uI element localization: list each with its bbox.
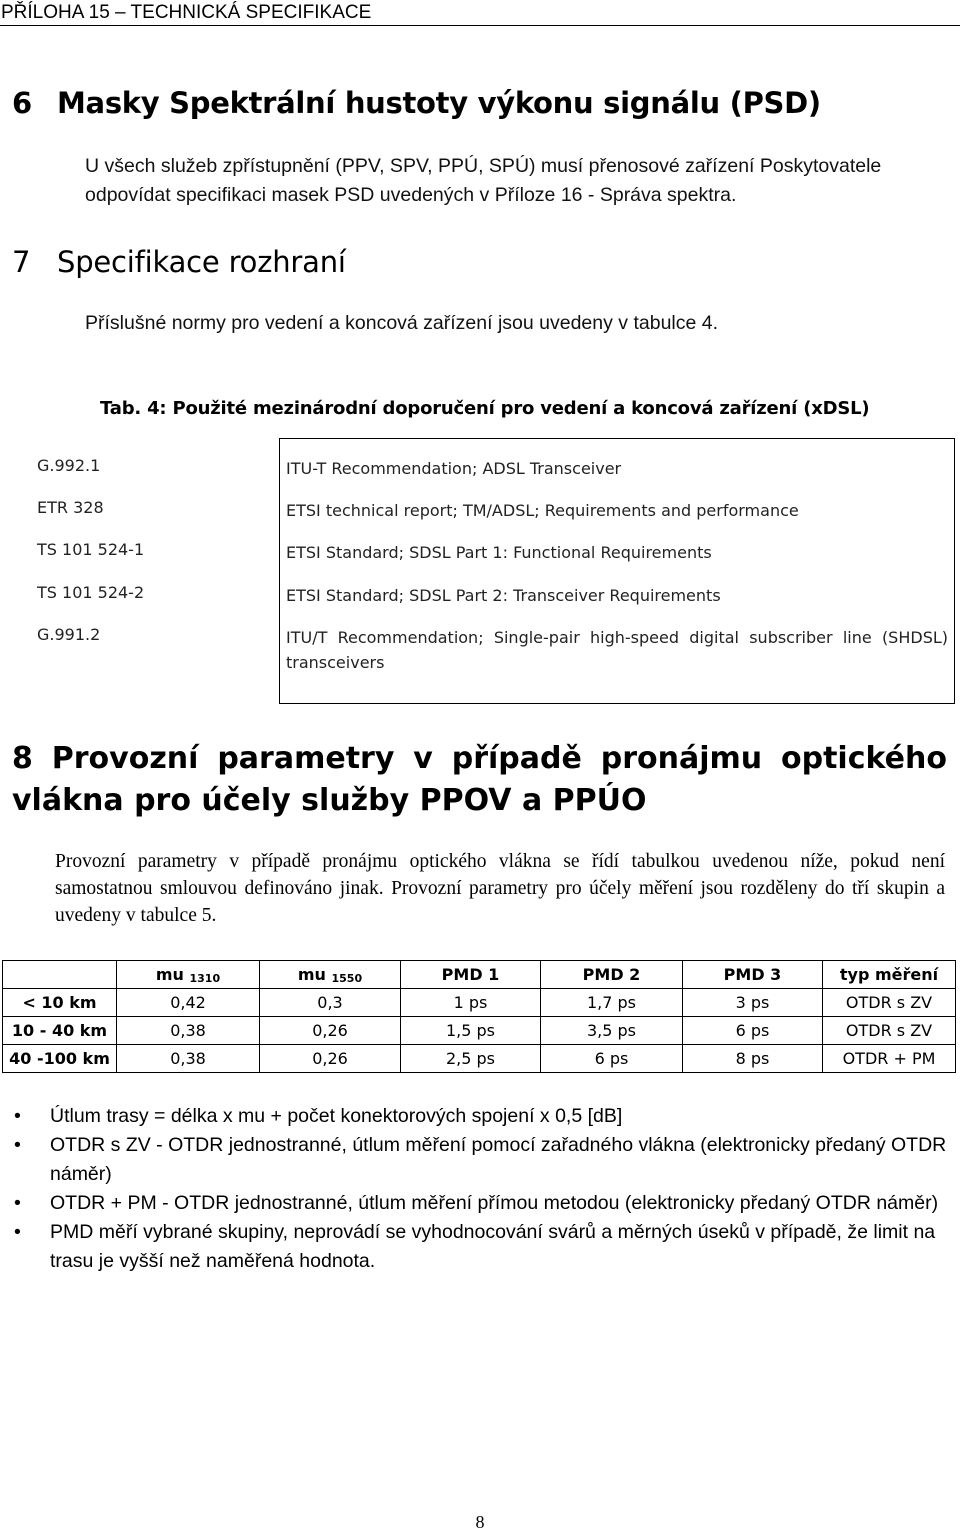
standard-code: G.992.1 <box>37 456 101 475</box>
table-header-row <box>3 961 956 989</box>
bullet-icon: • <box>14 1192 21 1214</box>
column-header: PMD 3 <box>683 961 823 989</box>
section-8-title-line1 <box>12 738 947 780</box>
note-text: OTDR s ZV - OTDR jednostranné, útlum měření pomocí zařadného vlákna (elektronicky předaný OTDR náměr) <box>50 1134 947 1185</box>
parameters-table <box>2 960 956 1073</box>
table-row <box>3 989 956 1017</box>
section-8-number: 8 <box>12 741 33 776</box>
table-cell: OTDR + PM <box>823 1045 956 1073</box>
section-6-body-line1: U všech služeb zpřístupnění (PPV, SPV, PPÚ, SPÚ) musí přenosové zařízení Poskytovatele <box>85 155 882 177</box>
column-header: PMD 1 <box>401 961 541 989</box>
bullet-icon: • <box>14 1221 21 1243</box>
standard-description: ETSI Standard; SDSL Part 1: Functional Requirements <box>286 543 712 562</box>
section-8-title-word: případě <box>451 741 582 776</box>
table-cell: 0,26 <box>260 1017 401 1045</box>
table-4-caption: Tab. 4: Použité mezinárodní doporučení pro vedení a koncová zařízení (xDSL) <box>100 398 870 419</box>
standard-code: TS 101 524-1 <box>37 540 145 559</box>
table-cell: 1,5 ps <box>401 1017 541 1045</box>
column-header: typ měření <box>823 961 956 989</box>
row-header: < 10 km <box>3 989 117 1017</box>
table-cell: 0,38 <box>117 1045 260 1073</box>
table-cell: 3,5 ps <box>541 1017 683 1045</box>
table-cell: 6 ps <box>541 1045 683 1073</box>
list-item <box>0 1131 950 1189</box>
list-item <box>0 1189 950 1218</box>
note-text: OTDR + PM - OTDR jednostranné, útlum měření přímou metodou (elektronicky předaný OTDR náměr) <box>50 1192 939 1214</box>
standard-code: TS 101 524-2 <box>37 583 145 602</box>
note-text: PMD měří vybrané skupiny, neprovádí se vyhodnocování svárů a měrných úseků v případě, že limit na trasu je vyšší než naměřená hodnota. <box>50 1221 936 1272</box>
section-8-body: Provozní parametry v případě pronájmu optického vlákna se řídí tabulkou uvedenou níže, pokud není samostatnou smlouvou definováno jinak. Provozní parametry pro účely měření jsou rozděleny do tří skupin a uvedeny v tabulce 5. <box>55 851 945 926</box>
section-7-heading <box>12 245 346 279</box>
table-cell: OTDR s ZV <box>823 989 956 1017</box>
section-6-title: Masky Spektrální hustoty výkonu signálu (PSD) <box>57 86 821 120</box>
table-cell: 8 ps <box>683 1045 823 1073</box>
column-header <box>3 961 117 989</box>
standard-description: ITU-T Recommendation; ADSL Transceiver <box>286 459 622 478</box>
standard-description: ITU/T Recommendation; Single-pair high-speed digital subscriber line (SHDSL) transceivers <box>286 628 948 672</box>
column-header: PMD 2 <box>541 961 683 989</box>
section-8-title-word: v <box>413 741 433 776</box>
row-header: 10 - 40 km <box>3 1017 117 1045</box>
standard-code: ETR 328 <box>37 498 104 517</box>
table-cell: 3 ps <box>683 989 823 1017</box>
bullet-icon: • <box>14 1134 21 1156</box>
list-item <box>0 1102 950 1131</box>
section-7-body: Příslušné normy pro vedení a koncová zařízení jsou uvedeny v tabulce 4. <box>85 312 719 334</box>
table-cell: 6 ps <box>683 1017 823 1045</box>
section-7-title: Specifikace rozhraní <box>57 245 346 279</box>
column-header: mu $_{1550}$ <box>260 961 401 989</box>
bullet-icon: • <box>14 1105 21 1127</box>
section-7-number: 7 <box>12 245 31 279</box>
table-cell: 2,5 ps <box>401 1045 541 1073</box>
table-cell: 0,26 <box>260 1045 401 1073</box>
section-8-title-word: pronájmu <box>600 741 763 776</box>
section-8-title-word: Provozní <box>51 741 199 776</box>
section-6-number: 6 <box>12 86 32 120</box>
table-cell: OTDR s ZV <box>823 1017 956 1045</box>
section-8-title-word: optického <box>781 741 947 776</box>
table-cell: 0,3 <box>260 989 401 1017</box>
table-cell: 1 ps <box>401 989 541 1017</box>
table-cell: 0,38 <box>117 1017 260 1045</box>
standards-table <box>31 438 955 704</box>
row-header: 40 -100 km <box>3 1045 117 1073</box>
table-row <box>3 1045 956 1073</box>
notes-list <box>0 1102 950 1276</box>
page-header: PŘÍLOHA 15 – TECHNICKÁ SPECIFIKACE <box>0 0 960 26</box>
section-8-title-word: parametry <box>217 741 395 776</box>
table-cell: 1,7 ps <box>541 989 683 1017</box>
table-row <box>3 1017 956 1045</box>
standard-description: ETSI Standard; SDSL Part 2: Transceiver Requirements <box>286 586 721 605</box>
list-item <box>0 1218 950 1276</box>
column-header: mu $_{1310}$ <box>117 961 260 989</box>
table-cell: 0,42 <box>117 989 260 1017</box>
section-6-body <box>85 152 955 210</box>
standard-description: ETSI technical report; TM/ADSL; Requirements and performance <box>286 501 799 520</box>
note-text: Útlum trasy = délka x mu + počet konektorových spojení x 0,5 [dB] <box>50 1105 623 1127</box>
section-8-title-line2: vlákna pro účely služby PPOV a PPÚO <box>12 783 647 818</box>
standard-code: G.991.2 <box>37 625 101 644</box>
page-number: 8 <box>475 1512 485 1532</box>
section-6-body-line2: odpovídat specifikaci masek PSD uvedených v Příloze 16 - Správa spektra. <box>85 184 737 206</box>
section-6-heading <box>12 86 821 120</box>
section-8-heading <box>12 738 947 822</box>
